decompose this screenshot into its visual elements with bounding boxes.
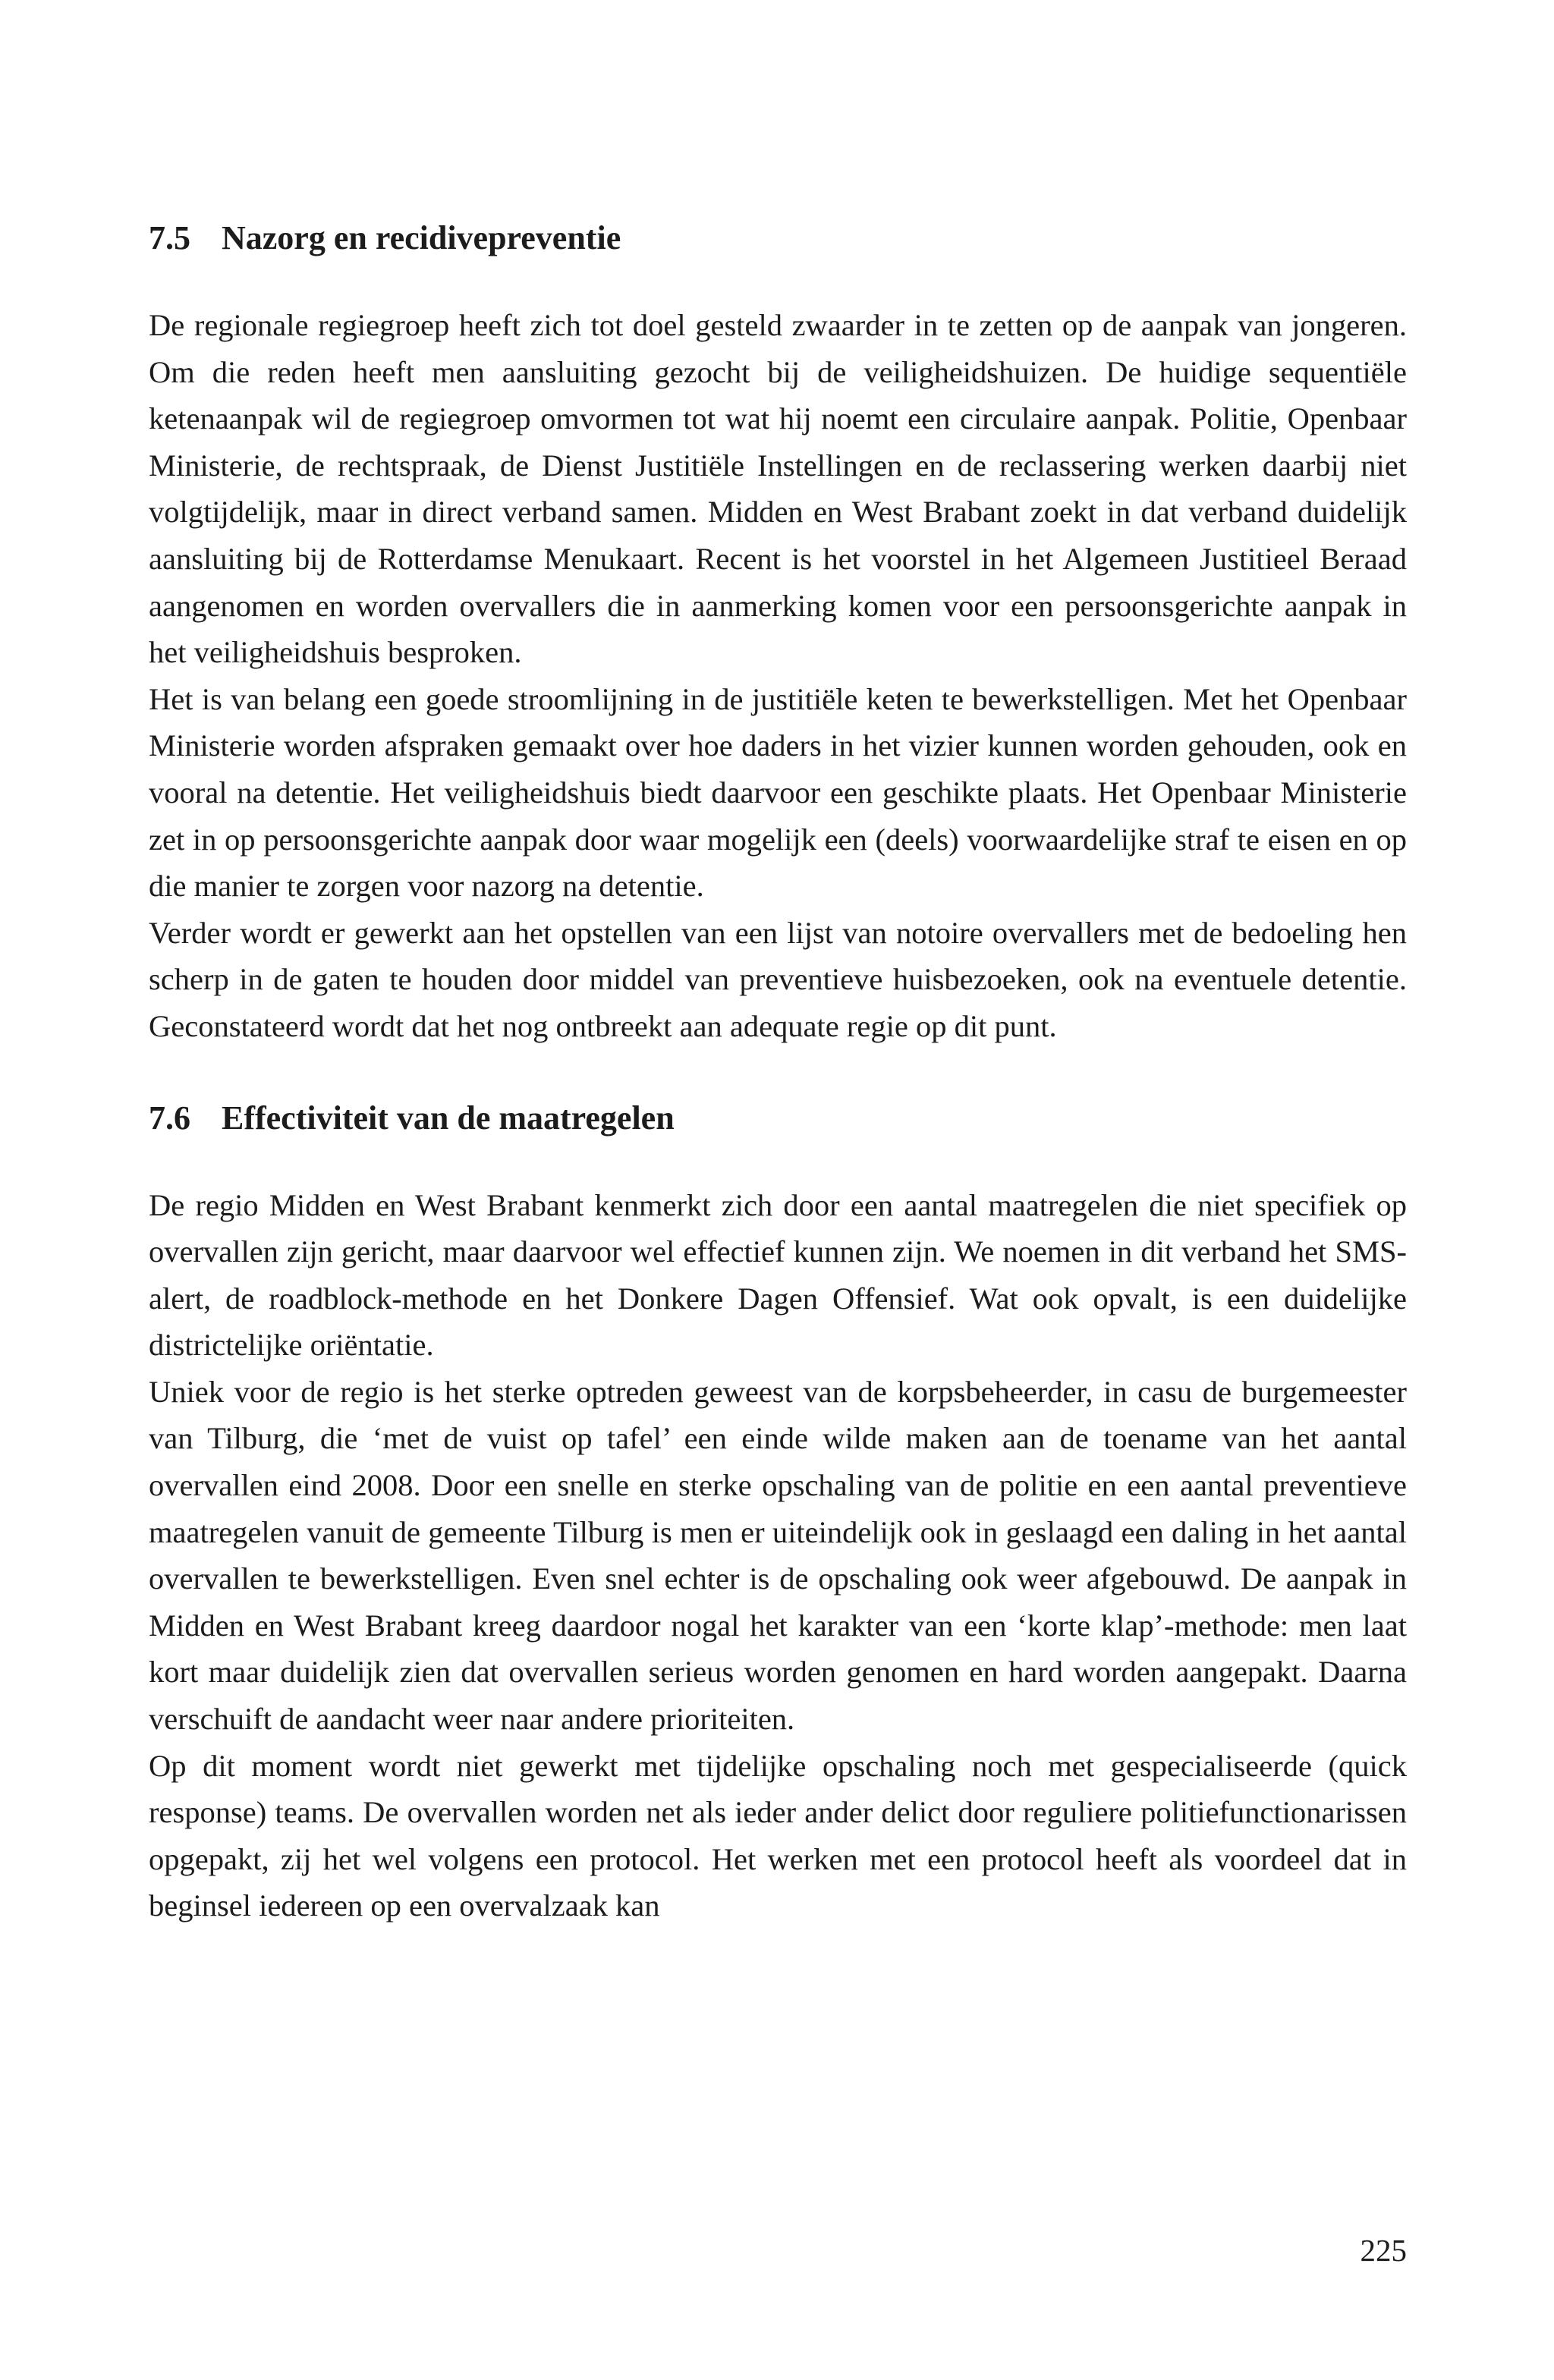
page-content <box>149 215 1407 1929</box>
section-heading <box>149 215 1407 261</box>
section-7-6 <box>149 1096 1407 1930</box>
paragraph: Op dit moment wordt niet gewerkt met tijdelijke opschaling noch met gespecialiseerde (quick response) teams. De overvallen worden net als ieder ander delict door reguliere politiefunctionarissen opgepakt, zij het wel volgens een protocol. Het werken met een protocol heeft als voordeel dat in beginsel iedereen op een overvalzaak kan <box>149 1748 1407 1923</box>
section-body <box>149 1182 1407 1930</box>
paragraph: De regio Midden en West Brabant kenmerkt zich door een aantal maatregelen die niet specifiek op overvallen zijn gericht, maar daarvoor wel effectief kunnen zijn. We noemen in dit verband het SMS-alert, de roadblock-methode en het Donkere Dagen Offensief. Wat ook opvalt, is een duidelijke districtelijke oriëntatie. <box>149 1187 1407 1363</box>
section-title: Effectiviteit van de maatregelen <box>222 1099 675 1137</box>
section-body <box>149 302 1407 1050</box>
section-number: 7.5 <box>149 219 190 256</box>
section-7-5 <box>149 215 1407 1050</box>
paragraph: Uniek voor de regio is het sterke optreden geweest van de korpsbeheerder, in casu de burgemeester van Tilburg, die ‘met de vuist op tafel’ een einde wilde maken aan de toename van het aantal overvallen eind 2008. Door een snelle en sterke opschaling van de politie en een aantal preventieve maatregelen vanuit de gemeente Tilburg is men er uiteindelijk ook in geslaagd een daling in het aantal overvallen te bewerkstelligen. Even snel echter is de opschaling ook weer afgebouwd. De aanpak in Midden en West Brabant kreeg daardoor nogal het karakter van een ‘korte klap’-methode: men laat kort maar duidelijk zien dat overvallen serieus worden genomen en hard worden aangepakt. Daarna verschuift de aandacht weer naar andere prioriteiten. <box>149 1374 1407 1737</box>
section-heading <box>149 1096 1407 1141</box>
page-number: 225 <box>1360 2233 1407 2268</box>
section-number: 7.6 <box>149 1099 190 1137</box>
paragraph: De regionale regiegroep heeft zich tot doel gesteld zwaarder in te zetten op de aanpak van jongeren. Om die reden heeft men aansluiting gezocht bij de veiligheidshuizen. De huidige sequentiële ketenaanpak wil de regiegroep omvormen tot wat hij noemt een circulaire aanpak. Politie, Openbaar Ministerie, de rechtspraak, de Dienst Justitiële Instellingen en de reclassering werken daarbij niet volgtijdelijk, maar in direct verband samen. Midden en West Brabant zoekt in dat verband duidelijk aansluiting bij de Rotterdamse Menukaart. Recent is het voorstel in het Algemeen Justitieel Beraad aangenomen en worden overvallers die in aanmerking komen voor een persoonsgerichte aanpak in het veiligheidshuis besproken. <box>149 308 1407 670</box>
paragraph: Verder wordt er gewerkt aan het opstellen van een lijst van notoire overvallers met de bedoeling hen scherp in de gaten te houden door middel van preventieve huisbezoeken, ook na eventuele detentie. Geconstateerd wordt dat het nog ontbreekt aan adequate regie op dit punt. <box>149 915 1407 1043</box>
section-title: Nazorg en recidivepreventie <box>222 219 621 256</box>
paragraph: Het is van belang een goede stroomlijning in de justitiële keten te bewerkstelligen. Met het Openbaar Ministerie worden afspraken gemaakt over hoe daders in het vizier kunnen worden gehouden, ook en vooral na detentie. Het veiligheidshuis biedt daarvoor een geschikte plaats. Het Openbaar Ministerie zet in op persoonsgerichte aanpak door waar mogelijk een (deels) voorwaardelijke straf te eisen en op die manier te zorgen voor nazorg na detentie. <box>149 681 1407 904</box>
